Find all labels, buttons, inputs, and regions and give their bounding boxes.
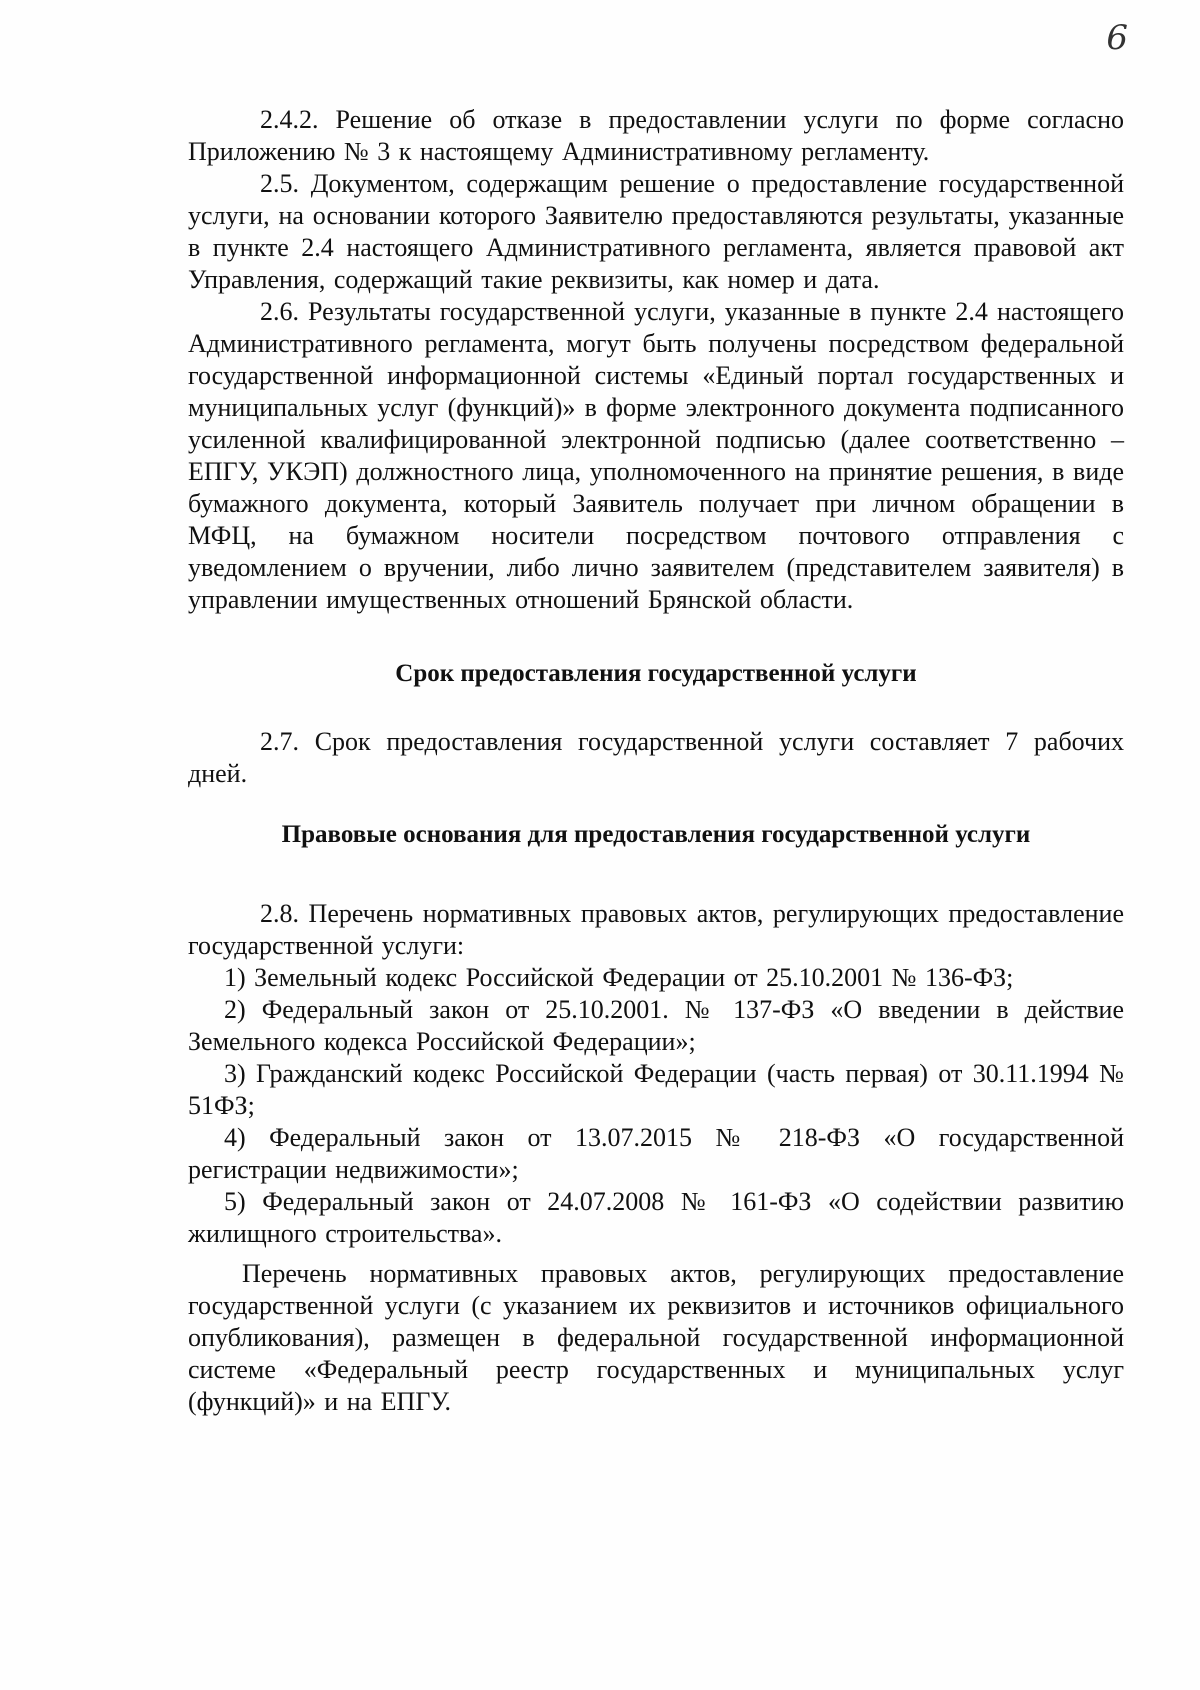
legal-act-list-item-5: 5) Федеральный закон от 24.07.2008 № 161-ФЗ «О содействии развитию жилищного строительства». xyxy=(188,1187,1124,1248)
legal-act-list-item-2: 2) Федеральный закон от 25.10.2001. № 137-ФЗ «О введении в действие Земельного кодекса Российской Федерации»; xyxy=(188,995,1124,1056)
legal-act-list-item-3: 3) Гражданский кодекс Российской Федерации (часть первая) от 30.11.1994 № 51ФЗ; xyxy=(188,1059,1124,1120)
section-heading-legal-basis: Правовые основания для предоставления государственной услуги xyxy=(281,821,1031,848)
legal-act-list-item-4: 4) Федеральный закон от 13.07.2015 № 218-ФЗ «О государственной регистрации недвижимости»; xyxy=(188,1123,1124,1184)
section-heading-term: Срок предоставления государственной услуги xyxy=(395,660,917,687)
paragraph-2-4-2: 2.4.2. Решение об отказе в предоставлении услуги по форме согласно Приложению № 3 к настоящему Административному регламенту. xyxy=(188,105,1124,166)
document-body xyxy=(188,104,1124,1418)
paragraph-2-6: 2.6. Результаты государственной услуги, указанные в пункте 2.4 настоящего Административного регламента, могут быть получены посредством федеральной государственной информационной системы «Единый портал государственных и муниципальных услуг (функций)» в форме электронного документа подписанного усиленной квалифицированной электронной подписью (далее соответственно – ЕПГУ, УКЭП) должностного лица, уполномоченного на принятие решения, в виде бумажного документа, который Заявитель получает при личном обращении в МФЦ, на бумажном носители посредством почтового отправления с уведомлением о вручении, либо лично заявителем (представителем заявителя) в управлении имущественных отношений Брянской области. xyxy=(188,297,1124,614)
paragraph-2-7: 2.7. Срок предоставления государственной услуги составляет 7 рабочих дней. xyxy=(188,727,1124,788)
paragraph-legal-list-location: Перечень нормативных правовых актов, регулирующих предоставление государственной услуги (с указанием их реквизитов и источников официального опубликования), размещен в федеральной государственной информационной системе «Федеральный реестр государственных и муниципальных услуг (функций)» и на ЕПГУ. xyxy=(188,1259,1124,1416)
legal-act-list-item-1: 1) Земельный кодекс Российской Федерации от 25.10.2001 № 136-ФЗ; xyxy=(224,963,1014,992)
page-number: 6 xyxy=(1106,18,1128,58)
paragraph-2-8: 2.8. Перечень нормативных правовых актов, регулирующих предоставление государственной услуги: xyxy=(188,899,1124,960)
paragraph-2-5: 2.5. Документом, содержащим решение о предоставление государственной услуги, на основании которого Заявителю предоставляются результаты, указанные в пункте 2.4 настоящего Административного регламента, является правовой акт Управления, содержащий такие реквизиты, как номер и дата. xyxy=(188,169,1124,294)
